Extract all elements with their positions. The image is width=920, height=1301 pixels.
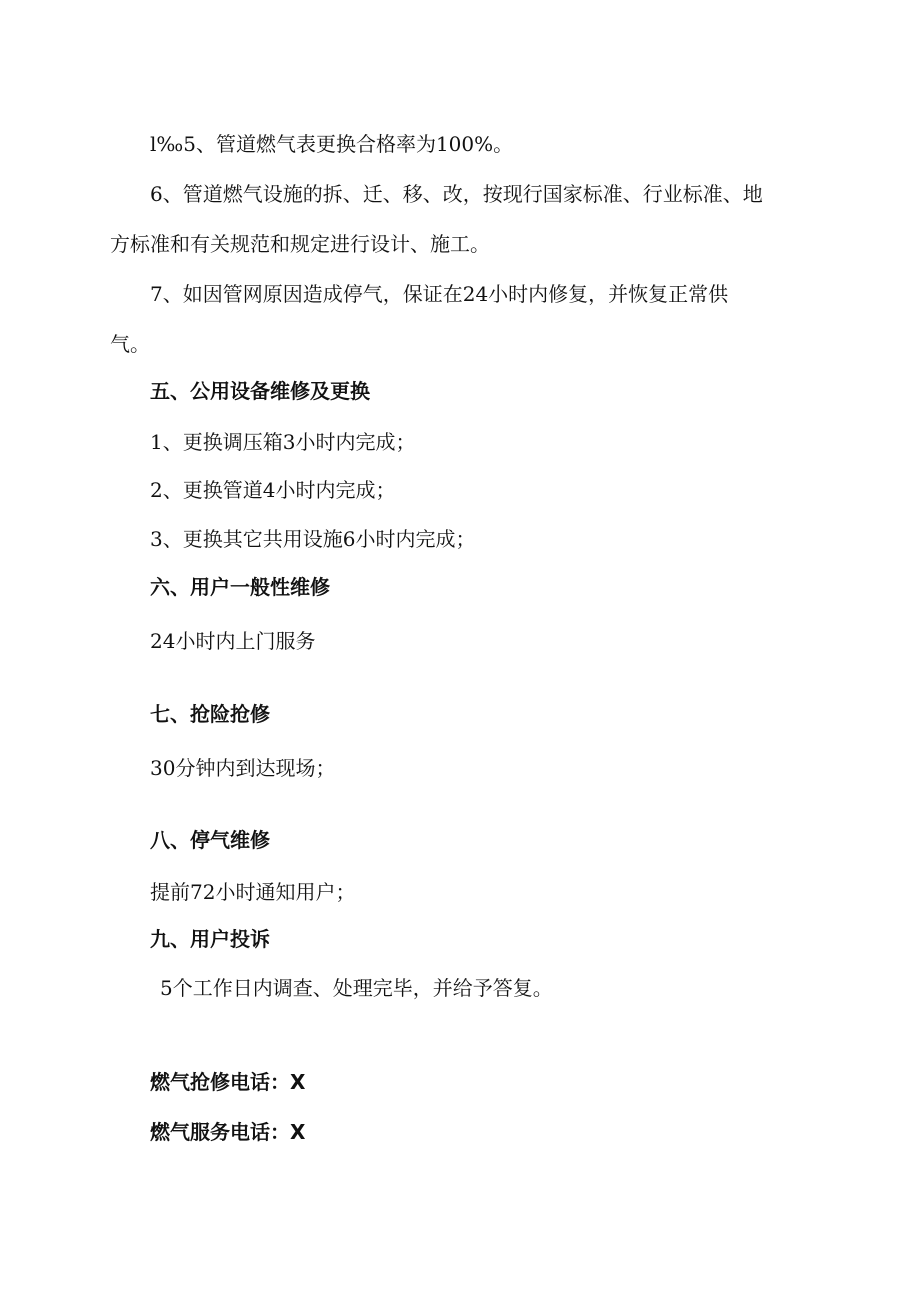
service-phone: 燃气服务电话：X bbox=[150, 1120, 306, 1144]
section-6-text: 24小时内上门服务 bbox=[150, 629, 316, 653]
section-6-heading: 六、用户一般性维修 bbox=[150, 575, 330, 599]
section-5-heading: 五、公用设备维修及更换 bbox=[150, 379, 370, 403]
item-7-text-line-1: 7、如因管网原因造成停气，保证在24小时内修复，并恢复正常供 bbox=[150, 282, 729, 306]
item-6-text-line-1: 6、管道燃气设施的拆、迁、移、改，按现行国家标准、行业标准、地 bbox=[150, 182, 763, 206]
section-5-item-1: 1、更换调压箱3小时内完成； bbox=[150, 430, 416, 454]
item-5-text: l‰5、管道燃气表更换合格率为100%。 bbox=[150, 132, 514, 156]
section-5-item-3: 3、更换其它共用设施6小时内完成； bbox=[150, 527, 476, 551]
section-9-heading: 九、用户投诉 bbox=[150, 927, 270, 951]
item-6-text-line-2: 方标准和有关规范和规定进行设计、施工。 bbox=[110, 232, 490, 256]
section-5-item-2: 2、更换管道4小时内完成； bbox=[150, 478, 396, 502]
section-7-text: 30分钟内到达现场； bbox=[150, 756, 336, 780]
section-7-heading: 七、抢险抢修 bbox=[150, 702, 270, 726]
item-7-text-line-2: 气。 bbox=[110, 332, 150, 356]
section-8-heading: 八、停气维修 bbox=[150, 828, 270, 852]
section-9-text: 5个工作日内调查、处理完毕，并给予答复。 bbox=[160, 976, 553, 1000]
section-8-text: 提前72小时通知用户； bbox=[150, 880, 356, 904]
repair-phone: 燃气抢修电话：X bbox=[150, 1070, 306, 1094]
